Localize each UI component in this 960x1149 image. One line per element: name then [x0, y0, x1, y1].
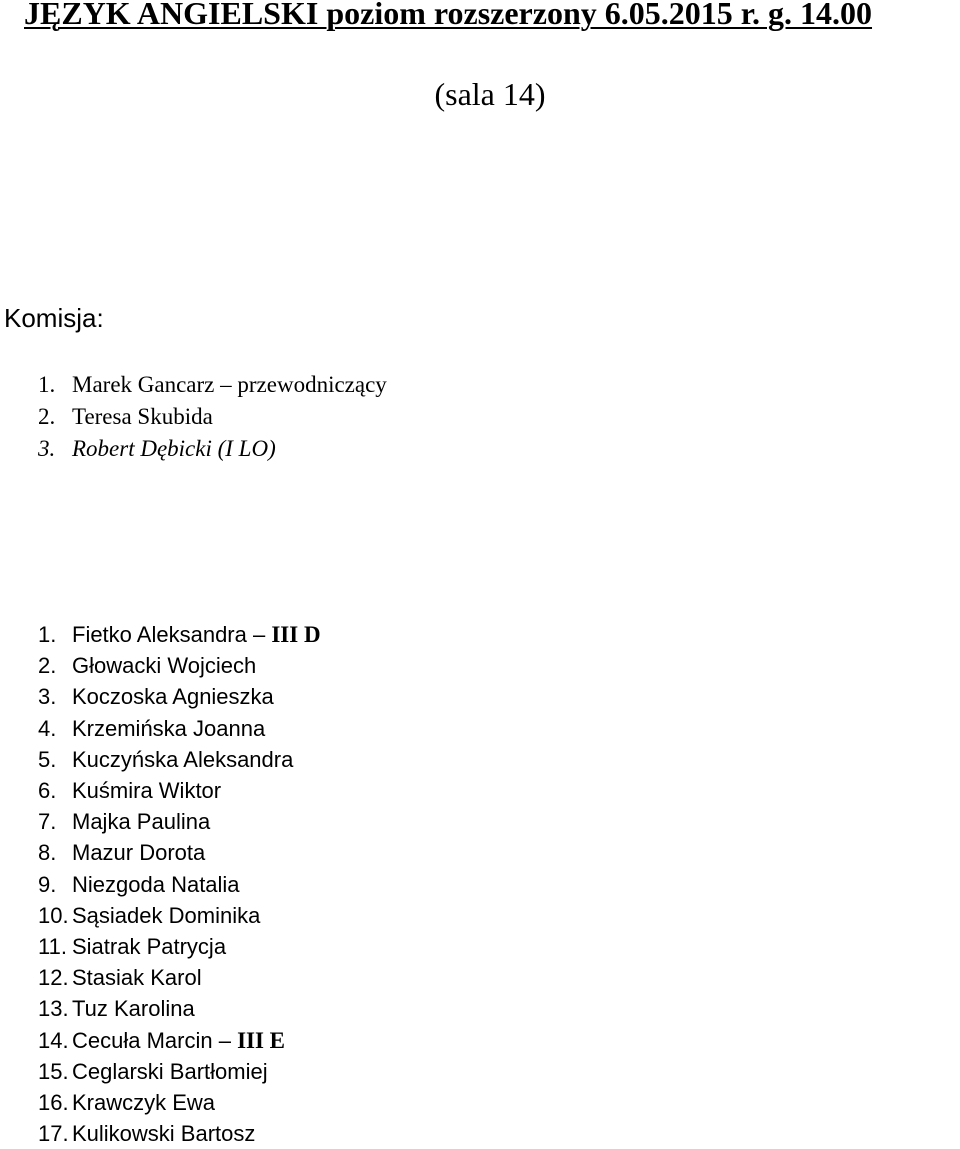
student-name: Fietko Aleksandra [72, 622, 247, 647]
list-number: 16. [38, 1090, 69, 1116]
student-row [38, 681, 321, 712]
commission-member [38, 369, 387, 401]
list-number: 14. [38, 1027, 69, 1053]
list-number: 1. [38, 622, 57, 647]
student-row [38, 1025, 321, 1056]
student-row [38, 744, 321, 775]
class-label: III D [271, 622, 321, 647]
list-number: 2. [38, 404, 56, 429]
student-name: Mazur Dorota [72, 840, 206, 866]
list-number: 10. [38, 902, 69, 928]
list-number: 7. [38, 809, 57, 835]
student-row [38, 931, 321, 962]
student-row [38, 806, 321, 837]
list-number: 17. [38, 1121, 69, 1147]
student-name: Stasiak Karol [72, 965, 202, 991]
list-number: 2. [38, 653, 57, 679]
student-name: Głowacki Wojciech [72, 653, 257, 679]
student-row [38, 1118, 321, 1149]
class-separator: – [246, 622, 272, 647]
student-name: Siatrak Patrycja [72, 934, 227, 960]
student-name: Tuz Karolina [72, 996, 195, 1022]
list-number: 11. [38, 934, 67, 960]
list-number: 3. [38, 436, 56, 461]
list-number: 9. [38, 871, 57, 897]
student-list [38, 619, 321, 1149]
document-title: JĘZYK ANGIELSKI poziom rozszerzony 6.05.2015 r. g. 14.00 [24, 0, 873, 31]
commission-heading: Komisja: [4, 303, 104, 333]
list-number: 15. [38, 1058, 69, 1084]
commission-member [38, 433, 387, 465]
list-number: 1. [38, 372, 56, 397]
commission-member [38, 401, 387, 433]
student-row [38, 713, 321, 744]
student-row [38, 900, 321, 931]
student-name: Kuczyńska Aleksandra [72, 746, 294, 772]
member-name: Teresa Skubida [72, 404, 213, 429]
list-number: 3. [38, 684, 57, 710]
student-row [38, 650, 321, 681]
list-number: 6. [38, 778, 57, 804]
student-name: Koczoska Agnieszka [72, 684, 274, 710]
student-row [38, 775, 321, 806]
list-number: 4. [38, 715, 57, 741]
student-name: Sąsiadek Dominika [72, 902, 261, 928]
student-name: Kulikowski Bartosz [72, 1121, 256, 1147]
student-row [38, 993, 321, 1024]
student-row [38, 837, 321, 868]
student-name: Cecuła Marcin [72, 1027, 213, 1053]
member-name: Robert Dębicki (I LO) [72, 436, 276, 461]
student-name: Majka Paulina [72, 809, 211, 835]
class-label: III E [237, 1027, 286, 1053]
room-label: (sala 14) [434, 76, 546, 112]
class-separator: – [212, 1027, 238, 1053]
list-number: 8. [38, 840, 57, 866]
student-name: Krawczyk Ewa [72, 1090, 216, 1116]
student-row [38, 1056, 321, 1087]
student-name: Kuśmira Wiktor [72, 778, 222, 804]
student-name: Niezgoda Natalia [72, 871, 240, 897]
student-name: Ceglarski Bartłomiej [72, 1058, 268, 1084]
student-row [38, 619, 321, 650]
commission-list [38, 369, 387, 465]
list-number: 12. [38, 965, 69, 991]
student-row [38, 962, 321, 993]
list-number: 13. [38, 996, 69, 1022]
list-number: 5. [38, 746, 57, 772]
student-row [38, 1087, 321, 1118]
student-row [38, 869, 321, 900]
student-name: Krzemińska Joanna [72, 715, 266, 741]
member-name: Marek Gancarz – przewodniczący [72, 372, 387, 397]
